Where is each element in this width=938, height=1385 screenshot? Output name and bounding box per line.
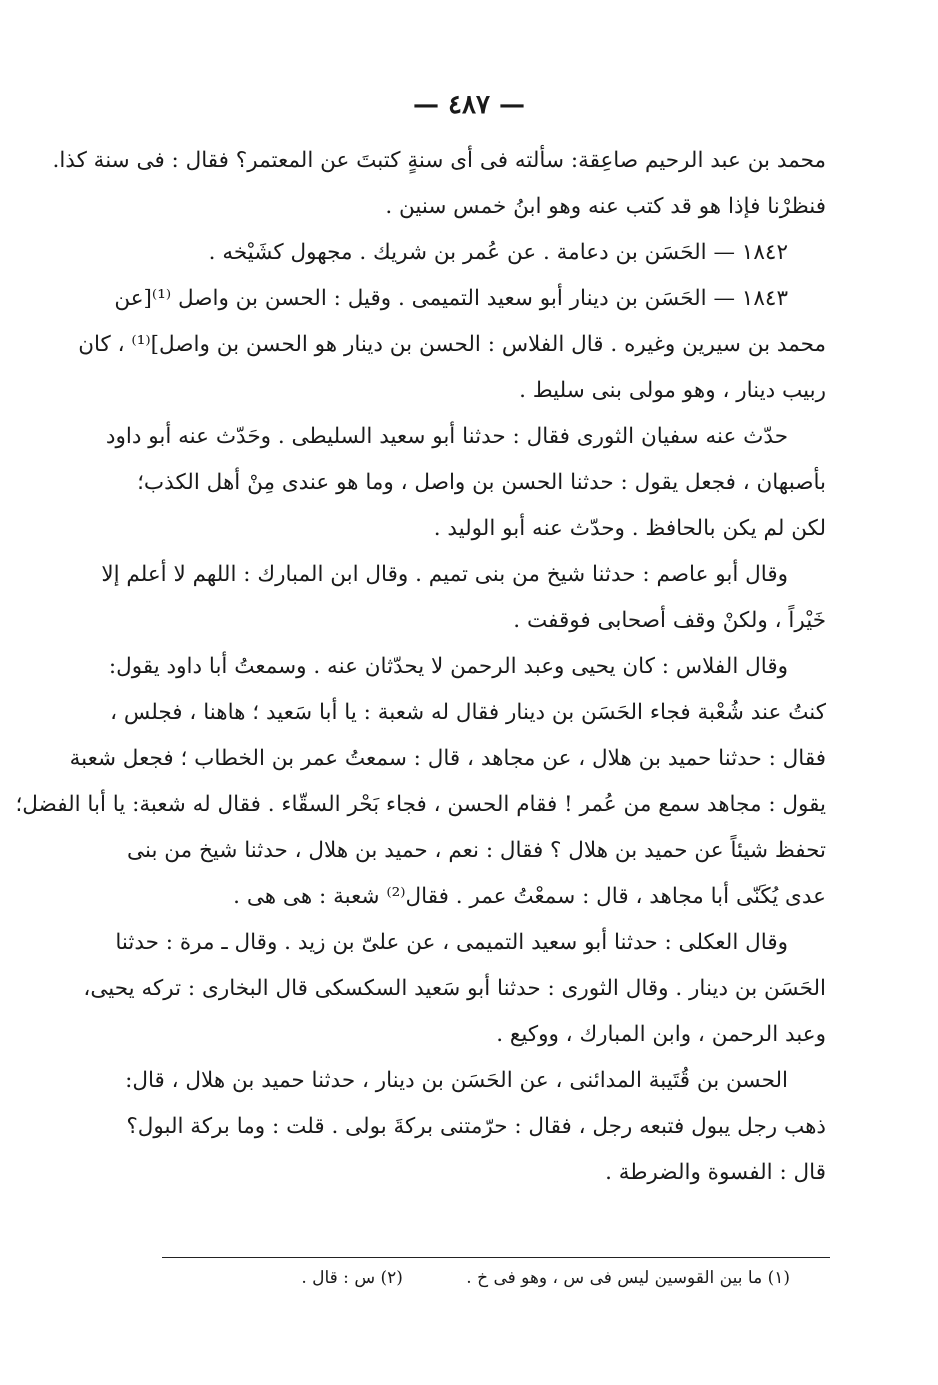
footnotes: [150, 1263, 790, 1293]
main-text: [15, 138, 826, 1196]
footnote-2: (٢) س : قال .: [301, 1268, 403, 1288]
text-line: فنظرْنا فإذا هو قد كتب عنه وهو ابنُ خمس سنين .: [385, 194, 826, 219]
text-line: وعبد الرحمن ، وابن المبارك ، ووكيع .: [496, 1022, 826, 1047]
text-line: الحسن بن قُتَيبة المدائنى ، عن الحَسَن بن دينار ، حدثنا حميد بن هلال ، قال:: [125, 1068, 788, 1093]
text-line: وقال الفلاس : كان يحيى وعبد الرحمن لا يحدّثان عنه . وسمعتُ أبا داود يقول:: [108, 654, 788, 679]
text-line: بأصبهان ، فجعل يقول : حدثنا الحسن بن واصل ، وما هو عندى مِنْ أهل الكذب؛: [137, 470, 826, 495]
text-line: قال : الفسوة والضرطة .: [605, 1160, 826, 1185]
text-line: حدّث عنه سفيان الثورى فقال : حدثنا أبو سعيد السليطى . وحَدّث عنه أبو داود: [105, 424, 788, 449]
text-line: كنتُ عند شُعْبة فجاء الحَسَن بن دينار فقال له شعبة : يا أبا سَعيد ؛ هاهنا ، فجلس ،: [110, 700, 826, 725]
entry-1842: ١٨٤٢ — الحَسَن بن دعامة . عن عُمر بن شريك . مجهول كشَيْخه .: [208, 240, 788, 265]
text-line: عدى يُكَنّى أبا مجاهد ، قال : سمعْتُ عمر . فقال⁽²⁾ شعبة : هى هى .: [233, 884, 826, 909]
text-line: الحَسَن بن دينار . وقال الثورى : حدثنا أبو سَعيد السكسكى قال البخارى : تركه يحيى،: [83, 976, 826, 1001]
page-number: — ٤٨٧ —: [412, 90, 526, 120]
text-line: خَيْراً ، ولكنْ وقف أصحابى فوقفت .: [513, 608, 826, 633]
text-line: وقال أبو عاصم : حدثنا شيخ من بنى تميم . وقال ابن المبارك : اللهم لا أعلم إلا: [101, 562, 788, 587]
footnote-divider: [162, 1257, 830, 1258]
text-line: يقول : مجاهد سمع من عُمر ! فقام الحسن ، فجاء بَحْر السقّاء . فقال له شعبة: يا أبا الفضل؛: [15, 792, 826, 817]
text-line: وقال العكلى : حدثنا أبو سعيد التميمى ، عن علىّ بن زيد . وقال ـ مرة : حدثنا: [115, 930, 788, 955]
text-line: فقال : حدثنا حميد بن هلال ، عن مجاهد ، قال : سمعتُ عمر بن الخطاب ؛ فجعل شعبة: [69, 746, 826, 771]
footnote-1: (١) ما بين القوسين ليس فى س ، وهو فى خ .: [466, 1268, 790, 1288]
text-line: محمد بن سيرين وغيره . قال الفلاس : الحسن بن دينار هو الحسن بن واصل]⁽¹⁾ ، كان: [78, 332, 826, 357]
text-line: لكن لم يكن بالحافظ . وحدّث عنه أبو الوليد .: [433, 516, 826, 541]
text-line: ربيب دينار ، وهو مولى بنى سليط .: [519, 378, 826, 403]
text-line: ذهب رجل يبول فتبعه رجل ، فقال : حرّمتنى بركةَ بولى . قلت : وما بركة البول؟: [126, 1114, 826, 1139]
text-line: محمد بن عبد الرحيم صاعِقة: سألته فى أى سنةٍ كتبتَ عن المعتمر؟ فقال : فى سنة كذا.: [52, 148, 826, 173]
text-line: تحفظ شيئاً عن حميد بن هلال ؟ فقال : نعم ، حميد بن هلال ، حدثنا شيخ من بنى: [127, 838, 826, 863]
entry-1843: ١٨٤٣ — الحَسَن بن دينار أبو سعيد التميمى . وقيل : الحسن بن واصل ⁽¹⁾[عن: [114, 286, 788, 311]
